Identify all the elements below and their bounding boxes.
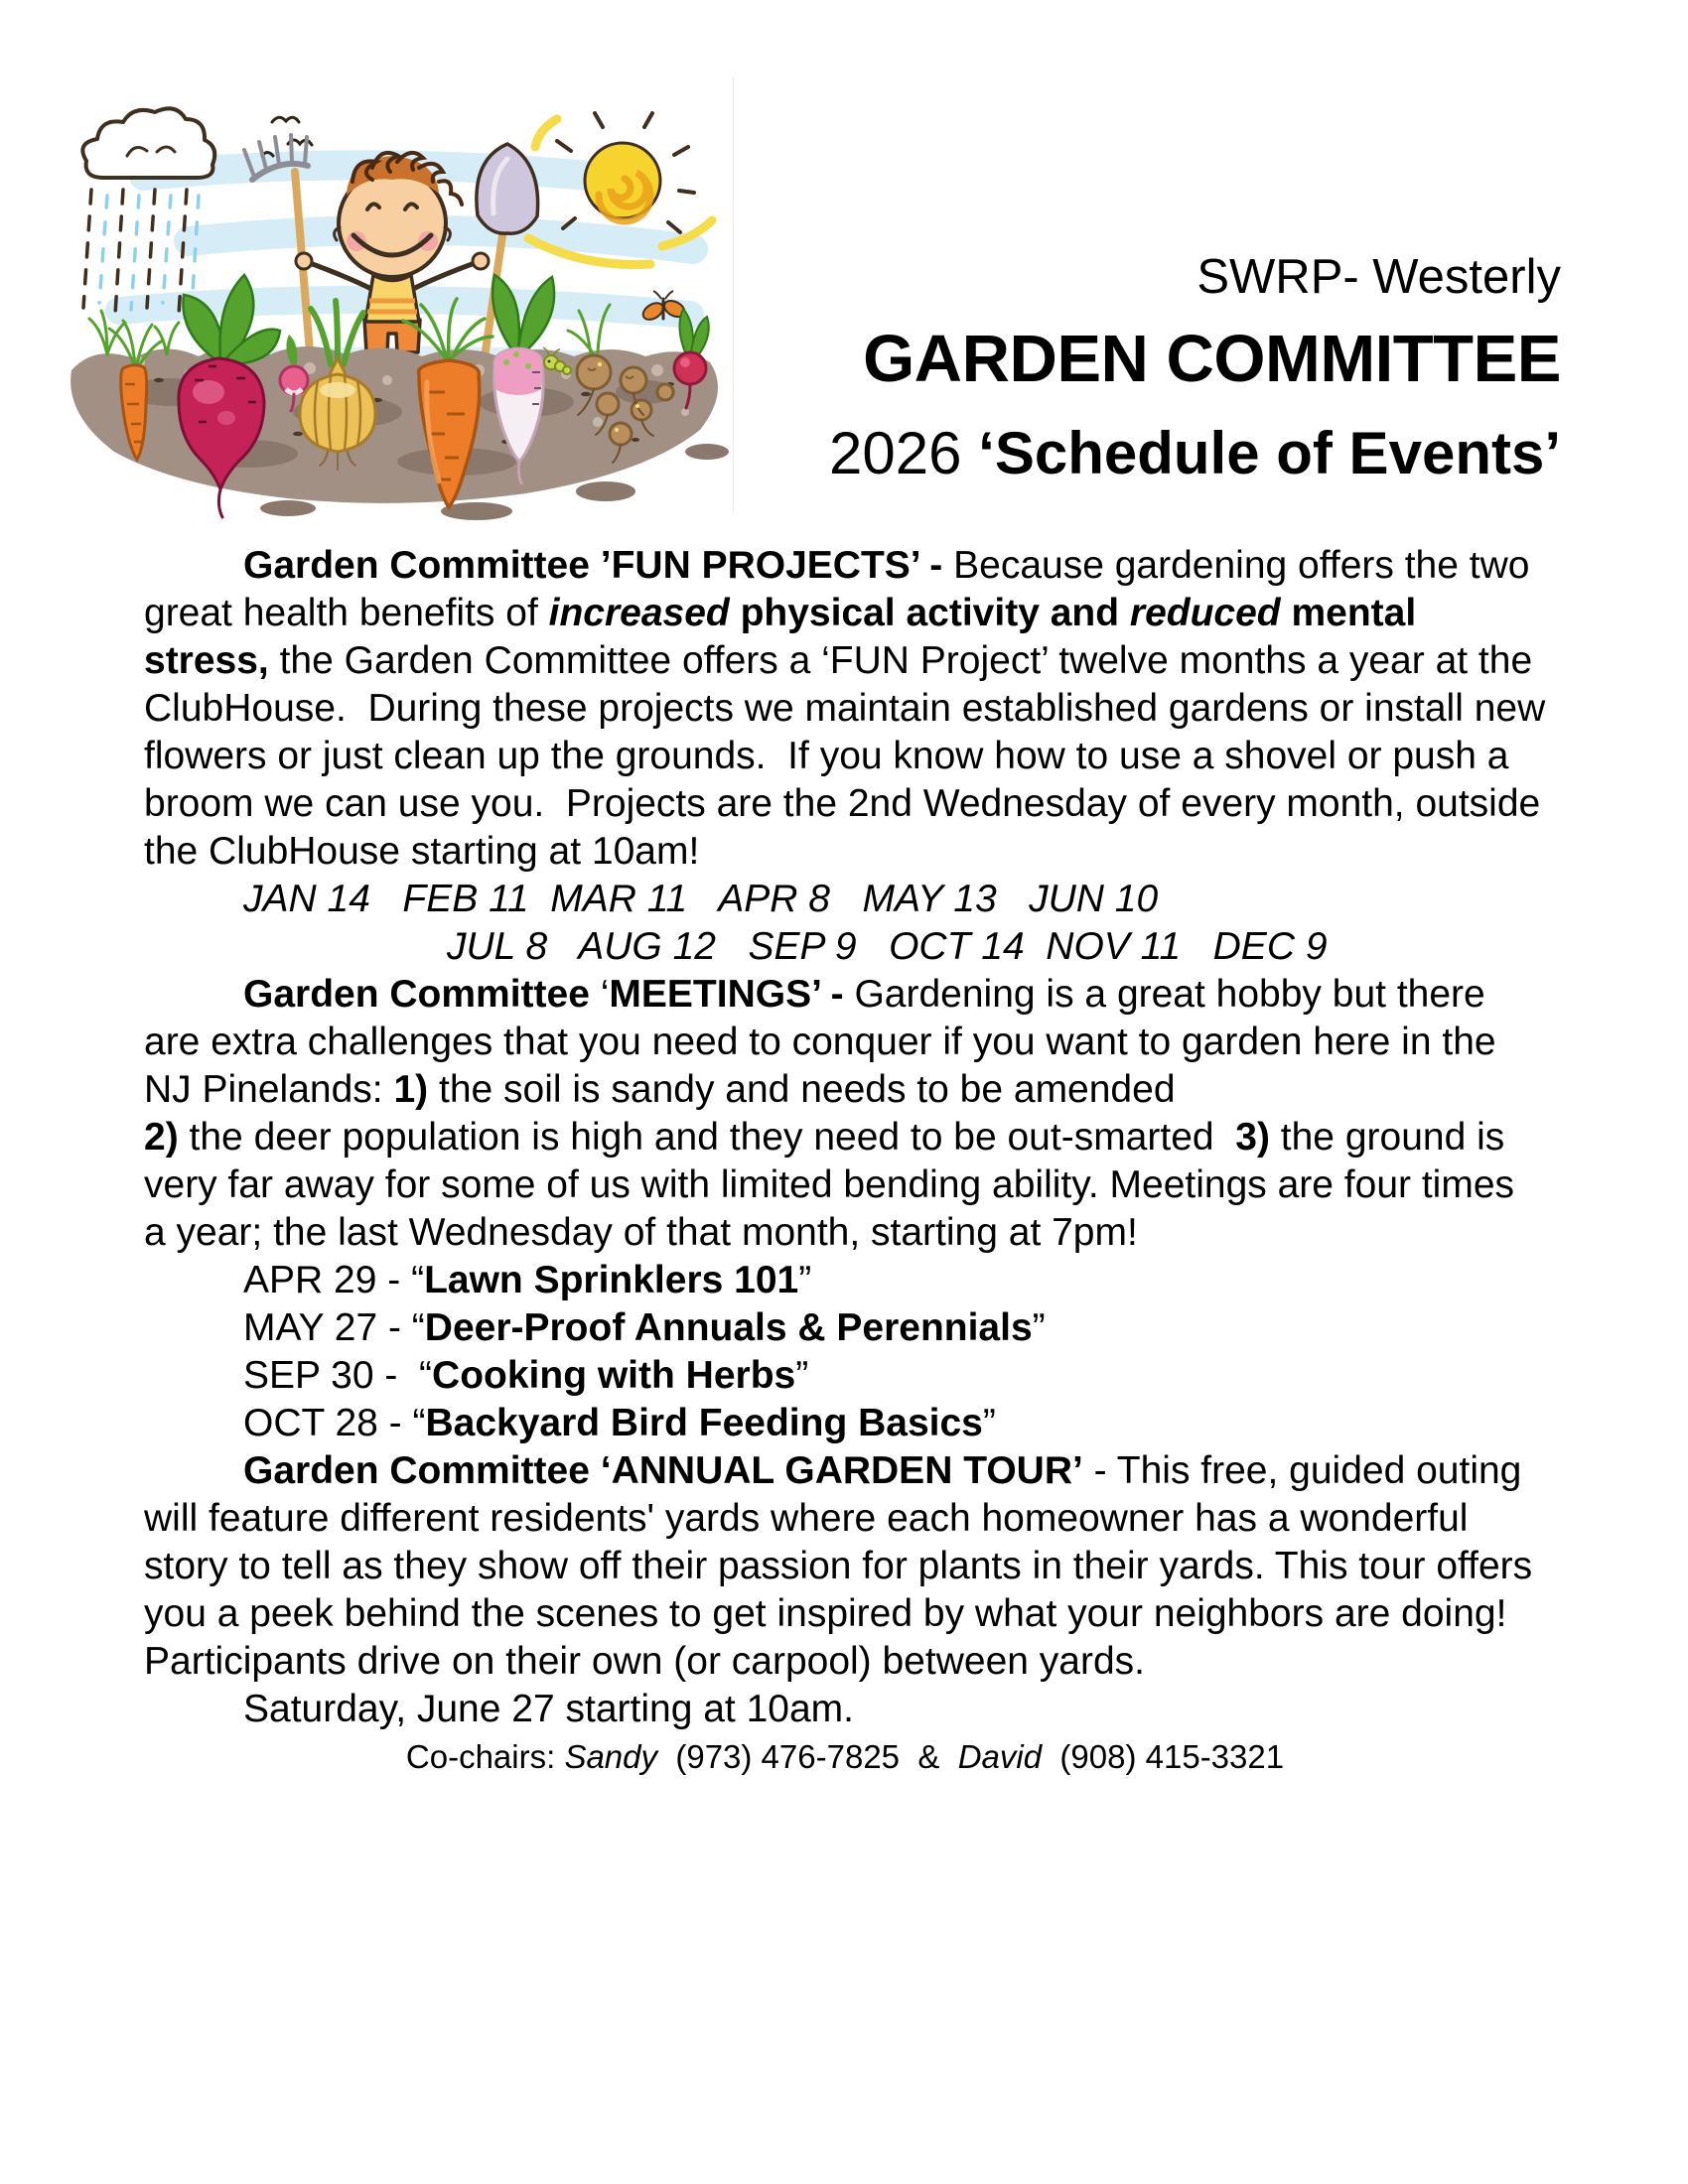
meeting-item: OCT 28 - “Backyard Bird Feeding Basics” [243, 1402, 996, 1444]
rain-cloud-icon [82, 108, 214, 315]
fun-projects-paragraph: Garden Committee ’FUN PROJECTS’ - Because gardening offers the two great health benefits of increased physical activity and reduced mental stress, the Garden Committee offers a ‘FUN Project’ twelve months a year at the ClubHouse. During these projects we maintain established gardens or install new flowers or just clean up the grounds. If you know how to use a shovel or push a broom we can use you. Projects are the 2nd Wednesday of every month, outside the ClubHouse starting at 10am! [144, 544, 1557, 873]
meeting-item: MAY 27 - “Deer-Proof Annuals & Perennials” [243, 1306, 1046, 1349]
chair-name: David [957, 1738, 1043, 1775]
garden-tour-paragraph: Garden Committee ‘ANNUAL GARDEN TOUR’ - This free, guided outing will feature different residents' yards where each homeowner has a wonderful story to tell as they show off their passion for plants in their yards. This tour offers you a peek behind the scenes to get inspired by what your neighbors are doing! Participants drive on their own (or carpool) between yards. [144, 1449, 1544, 1683]
meeting-item: APR 29 - “Lawn Sprinklers 101” [243, 1259, 812, 1301]
chair-name: Sandy [564, 1738, 658, 1775]
masthead [829, 244, 1561, 498]
fun-projects-dates-line2: JUL 8 AUG 12 SEP 9 OCT 14 NOV 11 DEC 9 [447, 925, 1328, 968]
page-title: GARDEN COMMITTEE [863, 322, 1561, 396]
fun-projects-heading: Garden Committee ’FUN PROJECTS’ - [243, 544, 954, 587]
tour-date-line: Saturday, June 27 starting at 10am. [243, 1688, 854, 1730]
org-name: SWRP- Westerly [1196, 250, 1561, 304]
meetings-heading: Garden Committee [243, 973, 601, 1016]
chair-phone: (908) 415-3321 [1042, 1738, 1285, 1775]
meeting-item: SEP 30 - “Cooking with Herbs” [243, 1354, 809, 1397]
meetings-paragraph: Garden Committee ‘MEETINGS’ - Gardening is a great hobby but there are extra challenges that you need to conquer if you want to garden here in the NJ Pinelands: 1) the soil is sandy and needs to be amended 2) the deer population is high and they need to be out-smarted 3) the ground is very far away for some of us with limited bending ability. Meetings are four times a year; the last Wednesday of that month, starting at 7pm! [144, 973, 1525, 1254]
garden-illustration [50, 65, 735, 521]
flyer-body [144, 542, 1557, 1781]
chair-phone: (973) 476-7825 & [657, 1738, 958, 1775]
subtitle-year: 2026 [829, 420, 979, 486]
co-chairs-line: Co-chairs: Sandy (973) 476-7825 & David (908) 415-3321 [405, 1738, 1285, 1775]
fun-projects-dates-line1: JAN 14 FEB 11 MAR 11 APR 8 MAY 13 JUN 10 [243, 878, 1159, 920]
garden-tour-heading: Garden Committee ‘ANNUAL GARDEN TOUR’ [243, 1449, 1083, 1492]
subtitle-text: ‘Schedule of Events’ [978, 420, 1561, 486]
page-subtitle [829, 409, 1561, 498]
